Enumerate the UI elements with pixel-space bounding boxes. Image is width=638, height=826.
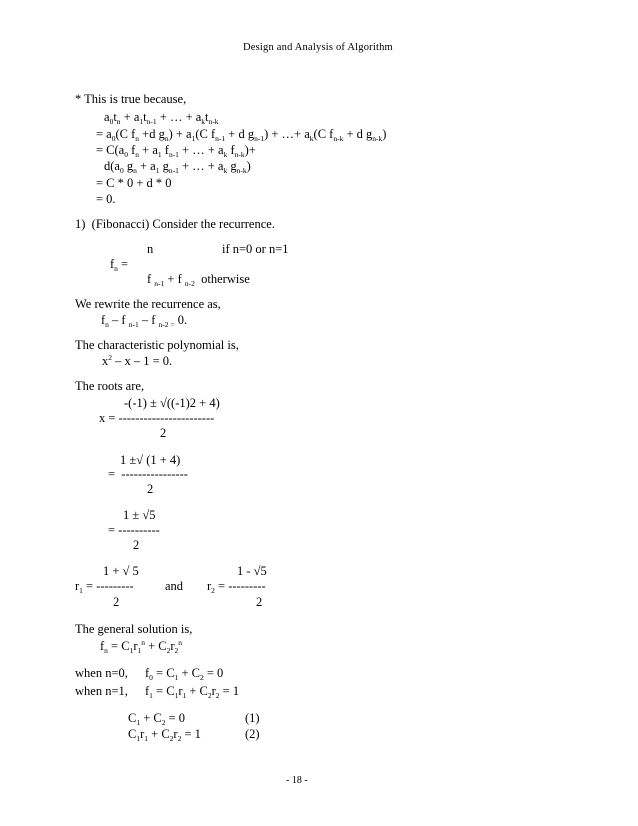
equation-line: = $a_0(C$ $f_n +d$ $g_n) + a_1(C$ $f_{n-1} + d$ $g_{n-1}$) + …+ $a_k(C$ $f_{n-k} + d$ $g_{n-k}$)	[96, 127, 387, 143]
equation-part: = ---------	[82, 579, 134, 593]
equation-line: $C_1 + C_2 = 0$	[128, 711, 186, 727]
text-line: We rewrite the recurrence as,	[75, 297, 221, 311]
equation-line: $f_0 = C_1 + C_2 = 0$	[145, 666, 224, 682]
equation-line: = C * 0 + d * 0	[96, 176, 172, 190]
equation-line: 2	[160, 426, 167, 440]
equation-number: (2)	[245, 727, 260, 741]
equation-line: and	[165, 579, 184, 593]
equation-line: 2	[133, 538, 140, 552]
equation-part: = C	[152, 666, 175, 680]
equation-part: + C	[148, 727, 170, 741]
equation-line: $f_n$ – f $_{n-1}$ – f $_{n-2 =}$ 0.	[101, 313, 188, 329]
equation-line: $r_2$ = ---------	[207, 579, 266, 595]
equation-line: 2	[147, 482, 154, 496]
equation-part: = 1	[181, 727, 201, 741]
equation-line: 1 ± √5	[123, 508, 156, 522]
equation-part: = C	[152, 684, 175, 698]
equation-line: 1 - √5	[237, 564, 267, 578]
equation-part: = 0	[203, 666, 224, 680]
text-line: 1) (Fibonacci) Consider the recurrence.	[75, 217, 275, 231]
equation-line: $f_1 = C_1r_1 + C_2r_2 = 1$	[145, 684, 240, 700]
text-line: The general solution is,	[75, 622, 193, 636]
equation-line: $f_n$ =	[110, 257, 129, 273]
equation-line: 2	[256, 595, 263, 609]
equation-line: if n=0 or n=1	[222, 242, 289, 256]
page-number: - 18 -	[286, 775, 308, 786]
equation-line: $r_1$ = ---------	[75, 579, 134, 595]
equation-line: = 0.	[96, 192, 116, 206]
text-line: when n=0,	[75, 666, 128, 680]
equation-part: = 1	[219, 684, 240, 698]
equation-part: =	[117, 257, 129, 271]
equation-line: $C_1r_1 + C_2r_2 = 1$	[128, 727, 201, 743]
text-line: The roots are,	[75, 379, 145, 393]
text-line: when n=1,	[75, 684, 128, 698]
equation-line: -(-1) ± √((-1)2 + 4)	[124, 396, 220, 410]
equation-part: + C	[140, 711, 162, 725]
equation-line: 2	[113, 595, 120, 609]
page-header-title: Design and Analysis of Algorithm	[243, 42, 393, 53]
text-line: * This is true because,	[75, 92, 187, 106]
equation-part: + C	[178, 666, 200, 680]
equation-line: n	[147, 242, 154, 256]
equation-line: $d(a_0$ $g_n + a_1$ $g_{n-1}$ + … + $a_k$ $g_{n-k}$)	[104, 159, 251, 175]
equation-line: f $_{n-1}$ + f $_{n-2}$ otherwise	[147, 272, 250, 288]
equation-line: $f_n = C_1r_1^n + C_2r_2^n$	[100, 638, 183, 655]
equation-line: x = -----------------------	[99, 411, 215, 425]
equation-part: + C	[186, 684, 208, 698]
equation-line: 1 ±√ (1 + 4)	[120, 453, 181, 467]
equation-line: $x^2 - x - 1 = 0$.	[102, 353, 173, 368]
equation-part: otherwise	[198, 272, 250, 286]
equation-line: $a_0t_n + a_1t_{n-1}$ + … + $a_kt_{n-k}$	[104, 110, 219, 126]
equation-part: = ---------	[214, 579, 266, 593]
equation-number: (1)	[245, 711, 260, 725]
equation-line: = ----------------	[108, 467, 188, 481]
equation-line: = ----------	[108, 523, 160, 537]
equation-line: 1 + √ 5	[103, 564, 139, 578]
equation-line: = $C(a_0$ $f_n + a_1$ $f_{n-1}$ + … + $a_k$ $f_{n-k})+$	[96, 143, 256, 159]
text-line: The characteristic polynomial is,	[75, 338, 239, 352]
equation-part: = 0	[165, 711, 186, 725]
